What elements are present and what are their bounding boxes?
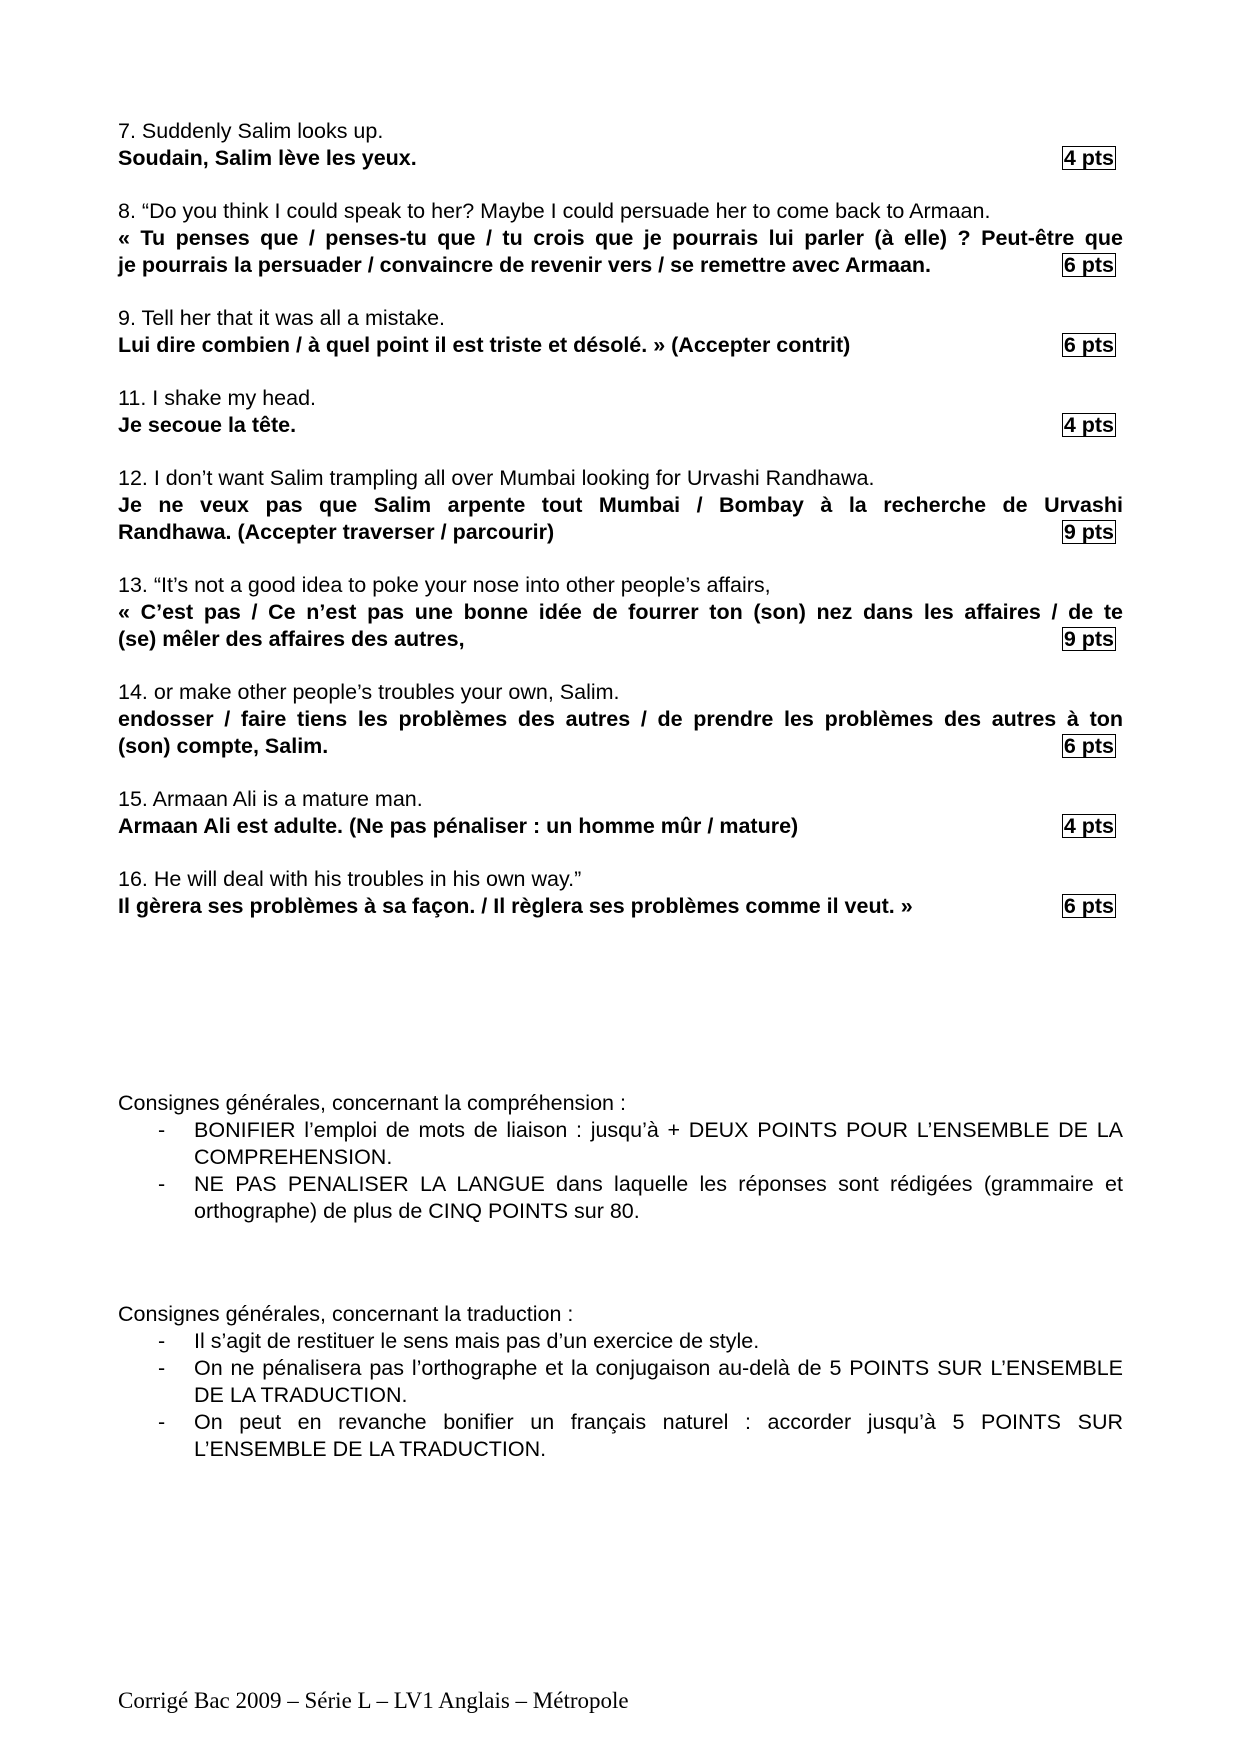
source-sentence: 11. I shake my head.: [118, 386, 316, 410]
source-sentence: 14. or make other people’s troubles your own, Salim.: [118, 680, 620, 704]
translation-answers: [118, 118, 1123, 946]
source-sentence: 12. I don’t want Salim trampling all over Mumbai looking for Urvashi Randhawa.: [118, 466, 875, 490]
guideline-text: NE PAS PENALISER LA LANGUE dans laquelle les réponses sont rédigées (grammaire et orthographe) de plus de CINQ POINTS sur 80.: [194, 1172, 1123, 1223]
source-sentence: 15. Armaan Ali is a mature man.: [118, 787, 423, 811]
translation-line: Soudain, Salim lève les yeux.: [118, 146, 417, 170]
translation-line: Je ne veux pas que Salim arpente tout Mumbai / Bombay à la recherche de Urvashi: [118, 493, 1123, 517]
points-badge: 9 pts: [1063, 627, 1114, 651]
translation-line: endosser / faire tiens les problèmes des autres / de prendre les problèmes des autres à ton: [118, 707, 1123, 731]
bullet-dash: -: [158, 1329, 166, 1353]
comprehension-bullet-list: [118, 1117, 1123, 1225]
translation-line: Randhawa. (Accepter traverser / parcourir): [118, 520, 555, 544]
comprehension-guidelines: [118, 1090, 1123, 1225]
translation-last-line: [118, 332, 1123, 359]
translation-last-line: [118, 145, 1123, 172]
translation-guidelines: [118, 1301, 1123, 1463]
translation-line: Je secoue la tête.: [118, 413, 297, 437]
source-sentence: 8. “Do you think I could speak to her? Maybe I could persuade her to come back to Armaan.: [118, 199, 991, 223]
translation-last-line: [118, 733, 1123, 760]
translation-line: (se) mêler des affaires des autres,: [118, 627, 465, 651]
points-badge: 4 pts: [1063, 146, 1114, 170]
comprehension-heading: Consignes générales, concernant la compréhension :: [118, 1091, 626, 1115]
source-sentence: 7. Suddenly Salim looks up.: [118, 119, 384, 143]
points-badge: 4 pts: [1063, 814, 1114, 838]
page-footer: Corrigé Bac 2009 – Série L – LV1 Anglais – Métropole: [118, 1688, 629, 1713]
answer-item: [118, 465, 1123, 546]
translation-last-line: [118, 813, 1123, 840]
translation-line: Lui dire combien / à quel point il est triste et désolé. » (Accepter contrit): [118, 333, 851, 357]
translation-line: je pourrais la persuader / convaincre de revenir vers / se remettre avec Armaan.: [118, 253, 932, 277]
source-sentence: 16. He will deal with his troubles in his own way.”: [118, 867, 582, 891]
answer-item: [118, 866, 1123, 920]
points-badge: 6 pts: [1063, 894, 1114, 918]
answer-item: [118, 679, 1123, 760]
guideline-bullet: [118, 1117, 1123, 1171]
points-badge: 9 pts: [1063, 520, 1114, 544]
points-badge: 6 pts: [1063, 333, 1114, 357]
guideline-text: BONIFIER l’emploi de mots de liaison : jusqu’à + DEUX POINTS POUR L’ENSEMBLE DE LA COMPREHENSION.: [194, 1118, 1123, 1169]
translation-line: (son) compte, Salim.: [118, 734, 329, 758]
guideline-bullet: [118, 1171, 1123, 1225]
bullet-dash: -: [158, 1410, 166, 1434]
answer-item: [118, 198, 1123, 279]
bullet-dash: -: [158, 1356, 166, 1380]
answer-item: [118, 385, 1123, 439]
answer-item: [118, 118, 1123, 172]
source-sentence: 13. “It’s not a good idea to poke your nose into other people’s affairs,: [118, 573, 771, 597]
points-badge: 6 pts: [1063, 253, 1114, 277]
bullet-dash: -: [158, 1118, 166, 1142]
guideline-text: On ne pénalisera pas l’orthographe et la conjugaison au-delà de 5 POINTS SUR L’ENSEMBLE DE LA TRADUCTION.: [194, 1356, 1123, 1407]
translation-last-line: [118, 626, 1123, 653]
answer-item: [118, 572, 1123, 653]
bullet-dash: -: [158, 1172, 166, 1196]
translation-line: « Tu penses que / penses-tu que / tu crois que je pourrais lui parler (à elle) ? Peut-être que: [118, 226, 1123, 250]
source-sentence: 9. Tell her that it was all a mistake.: [118, 306, 446, 330]
translation-last-line: [118, 519, 1123, 546]
points-badge: 6 pts: [1063, 734, 1114, 758]
translation-line: Armaan Ali est adulte. (Ne pas pénaliser : un homme mûr / mature): [118, 814, 799, 838]
guideline-bullet: [118, 1409, 1123, 1463]
guideline-text: Il s’agit de restituer le sens mais pas d’un exercice de style.: [194, 1329, 760, 1353]
answer-item: [118, 786, 1123, 840]
translation-last-line: [118, 252, 1123, 279]
translation-last-line: [118, 412, 1123, 439]
points-badge: 4 pts: [1063, 413, 1114, 437]
guideline-bullet: [118, 1328, 1123, 1355]
guideline-text: On peut en revanche bonifier un français naturel : accorder jusqu’à 5 POINTS SUR L’ENSEMBLE DE LA TRADUCTION.: [194, 1410, 1123, 1461]
translation-line: Il gèrera ses problèmes à sa façon. / Il règlera ses problèmes comme il veut. »: [118, 894, 913, 918]
translation-last-line: [118, 893, 1123, 920]
guideline-bullet: [118, 1355, 1123, 1409]
translation-heading: Consignes générales, concernant la traduction :: [118, 1302, 574, 1326]
answer-item: [118, 305, 1123, 359]
translation-line: « C’est pas / Ce n’est pas une bonne idée de fourrer ton (son) nez dans les affaires / de te: [118, 600, 1123, 624]
translation-bullet-list: [118, 1328, 1123, 1463]
